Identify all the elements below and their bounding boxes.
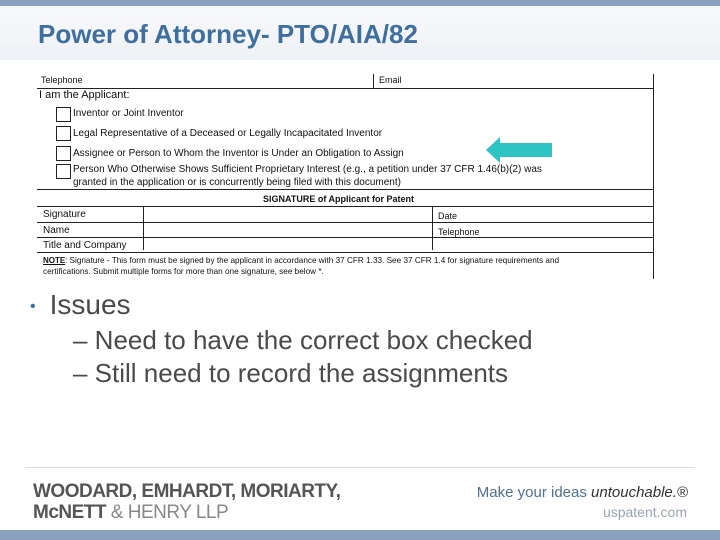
option-inventor: Inventor or Joint Inventor — [73, 108, 184, 119]
rule — [37, 252, 653, 253]
rule — [37, 206, 653, 207]
option-legal-rep: Legal Representative of a Deceased or Legally Incapacitated Inventor — [73, 128, 383, 139]
left-arrow-icon — [486, 137, 552, 163]
footer-divider — [26, 467, 694, 468]
legal-rep-checkbox[interactable] — [56, 126, 71, 141]
applicant-heading: I am the Applicant: — [39, 89, 130, 101]
telephone-label: Telephone — [41, 75, 83, 85]
proprietary-interest-checkbox[interactable] — [56, 164, 71, 179]
logo-line-1: WOODARD, EMHARDT, MORIARTY, — [33, 481, 341, 502]
tagline — [477, 484, 688, 501]
divider — [373, 74, 374, 88]
contact-row — [37, 74, 653, 89]
name-label: Name — [43, 225, 70, 236]
option-proprietary-interest-cont: granted in the application or is concurrently being filed with this document) — [73, 177, 401, 188]
note-label: NOTE — [43, 256, 66, 265]
divider — [143, 206, 144, 250]
signature-heading: SIGNATURE of Applicant for Patent — [263, 194, 415, 204]
rule — [37, 189, 653, 190]
rule — [37, 222, 653, 223]
logo-line-2a: McNETT — [33, 502, 106, 523]
note-line-1: : Signature - This form must be signed by the applicant in accordance with 37 CFR 1.33. See 37 CFR 1.4 for signature requirements and — [65, 256, 560, 265]
sub-bullet-1: – Need to have the correct box checked — [73, 325, 533, 355]
website-link[interactable]: uspatent.com — [602, 504, 687, 520]
date-label: Date — [438, 211, 458, 221]
bullet-issues-text: Issues — [49, 289, 131, 320]
slide-title: Power of Attorney- PTO/AIA/82 — [38, 19, 418, 49]
tagline-b: untouchable.® — [591, 484, 688, 501]
assignee-checkbox[interactable] — [56, 146, 71, 161]
bottom-accent-bar — [0, 530, 720, 540]
signature-label: Signature — [43, 209, 86, 220]
email-label: Email — [379, 75, 402, 85]
option-proprietary-interest: Person Who Otherwise Shows Sufficient Proprietary Interest (e.g., a petition under 37 CFR 1.46(b)(2) was — [73, 164, 542, 175]
tagline-a: Make your ideas — [476, 484, 587, 501]
divider — [432, 206, 433, 250]
note-line-2: certifications. Submit multiple forms for more than one signature, see below *. — [43, 267, 324, 276]
sub-bullet-2: – Still need to record the assignments — [73, 358, 509, 388]
rule — [37, 237, 653, 238]
inventor-checkbox[interactable] — [56, 107, 71, 122]
form-excerpt — [37, 74, 654, 279]
firm-logo — [33, 481, 340, 523]
bullet-dot-icon: • — [30, 297, 36, 315]
title-company-label: Title and Company — [43, 240, 127, 251]
bullet-issues — [30, 289, 131, 321]
option-assignee: Assignee or Person to Whom the Inventor is Under an Obligation to Assign — [73, 148, 404, 159]
telephone2-label: Telephone — [438, 227, 480, 237]
logo-line-2b: & HENRY LLP — [110, 502, 229, 523]
